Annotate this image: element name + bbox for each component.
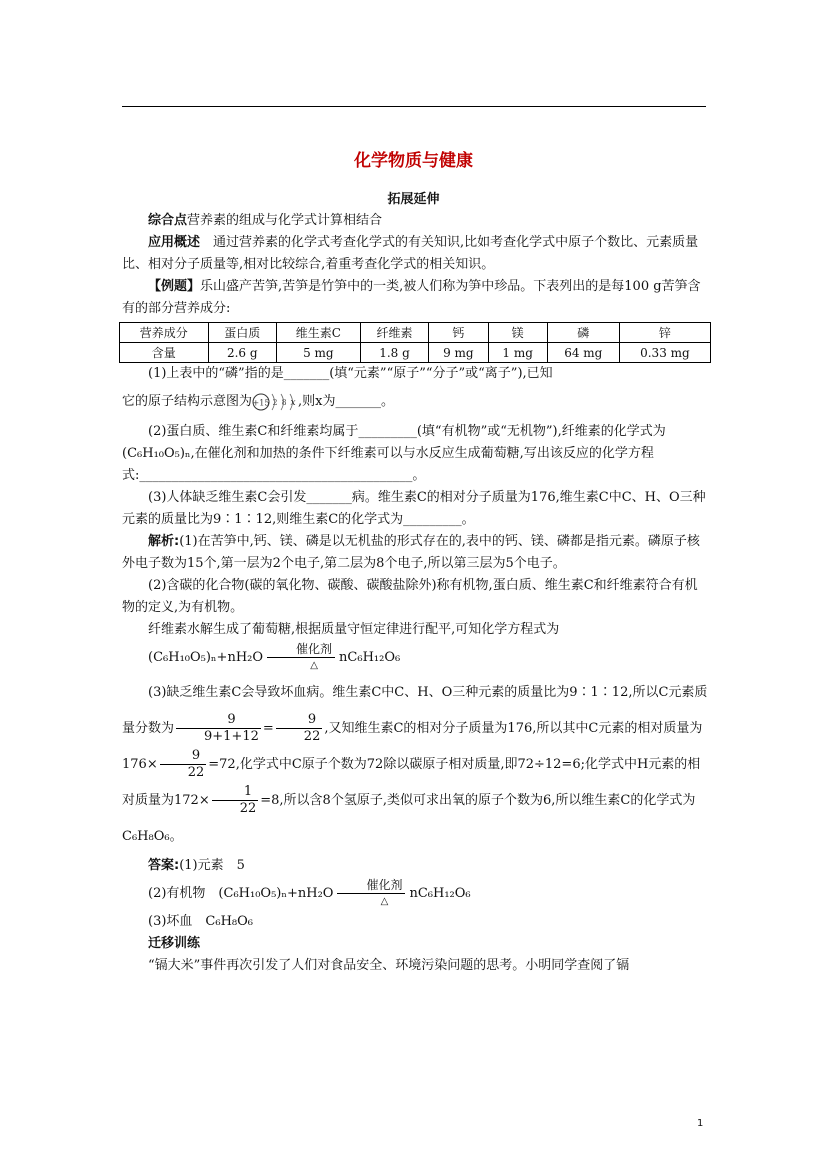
question-2: (2)蛋白质、维生素C和纤维素均属于_________(填“有机物”或“无机物”),纤维素的化学式为(C₆H₁₀O₅)ₙ,在催化剂和加热的条件下纤维素可以与水反应生成葡萄糖,写出该反应的化学方程式:__________________________________________。 <box>122 424 666 483</box>
answer-reaction-condition: 催化剂 △ <box>337 878 405 909</box>
table-row: 含量 2.6 g 5 mg 1.8 g 9 mg 1 mg 64 mg 0.33 mg <box>120 343 711 363</box>
header-rule <box>122 106 706 107</box>
analysis-4: (3)缺乏维生素C会导致坏血病。维生素C中C、H、O三种元素的质量比为9∶1∶12,所以C元素质量分数为 $\frac{9}{9+1+12}$ = $\frac{9}{22}$ ,又知维生素C的相对分子质量为176,所以其中C元素的相对质量为176× $\frac{9}{22}$ =72,化学式中C原子个数为72除以碳原子相对质量,即72÷12=6;化学式中H元素的相对质量为172× $\frac{1}{22}$ =8,所以含8个氢原子,类似可求出氧的原子个数为6,所以维生素C的化学式为C₆H₈O₆。 <box>122 685 708 844</box>
reaction-condition: 催化剂 △ <box>267 642 335 673</box>
answer-2: (2)有机物 (C₆H₁₀O₅)ₙ+nH₂O 催化剂 △ nC₆H₁₂O₆ <box>148 878 471 907</box>
paragraph-topic: 综合点营养素的组成与化学式计算相结合 <box>148 213 383 228</box>
analysis-3: 纤维素水解生成了葡萄糖,根据质量守恒定律进行配平,可知化学方程式为 <box>148 622 560 637</box>
shell-2-label: 8 <box>281 397 287 407</box>
question-1a: (1)上表中的“磷”指的是_______(填“元素”“原子”“分子”或“离子”),已知 <box>148 366 553 381</box>
chemical-equation: (C₆H₁₀O₅)ₙ+nH₂O 催化剂 △ nC₆H₁₂O₆ <box>148 642 401 671</box>
practice-text: “镉大米”事件再次引发了人们对食品安全、环境污染问题的思考。小明同学查阅了镉 <box>148 958 630 973</box>
answer-3: (3)坏血 C₆H₈O₆ <box>148 914 253 929</box>
paragraph-overview: 应用概述 通过营养素的化学式考查化学式的有关知识,比如考查化学式中原子个数比、元素质量比、相对分子质量等,相对比较综合,着重考查化学式的相关知识。 <box>122 235 699 272</box>
main-content <box>122 210 710 977</box>
fraction-1: $\frac{9}{9+1+12}$ <box>176 712 261 745</box>
table-header-row: 营养成分 蛋白质 维生素C 纤维素 钙 镁 磷 锌 <box>120 323 711 343</box>
fraction-4: $\frac{1}{22}$ <box>212 784 259 817</box>
practice-heading: 迁移训练 <box>148 936 201 951</box>
fraction-2: $\frac{9}{22}$ <box>276 712 323 745</box>
fraction-3: $\frac{9}{22}$ <box>160 748 207 781</box>
paragraph-example: 【例题】乐山盛产苦笋,苦笋是竹笋中的一类,被人们称为笋中珍品。下表列出的是每100 g苦笋含有的部分营养成分: <box>122 279 701 316</box>
question-3: (3)人体缺乏维生素C会引发_______病。维生素C的相对分子质量为176,维生素C中C、H、O三种元素的质量比为9∶1∶12,则维生素C的化学式为_________。 <box>122 490 706 527</box>
page-number: 1 <box>697 1118 704 1129</box>
shell-3-label: x <box>290 397 296 408</box>
nutrition-table <box>119 322 711 363</box>
atom-structure-diagram <box>252 390 298 414</box>
answer-1: 答案:(1)元素 5 <box>148 858 245 873</box>
analysis-1: 解析:(1)在苦笋中,钙、镁、磷是以无机盐的形式存在的,表中的钙、镁、磷都是指元素。磷原子核外电子数为15个,第一层为2个电子,第二层为8个电子,所以第三层为5个电子。 <box>122 534 700 571</box>
analysis-2: (2)含碳的化合物(碳的氧化物、碳酸、碳酸盐除外)称有机物,蛋白质、维生素C和纤维素符合有机物的定义,为有机物。 <box>122 578 698 615</box>
section-subtitle: 拓展延伸 <box>387 192 440 207</box>
question-1b: 它的原子结构示意图为 +15 2 8 x ,则x为_______。 <box>122 387 710 417</box>
shell-1-label: 2 <box>272 397 278 407</box>
atom-nucleus-label: +15 <box>252 398 270 407</box>
page-title: 化学物质与健康 <box>354 151 473 171</box>
